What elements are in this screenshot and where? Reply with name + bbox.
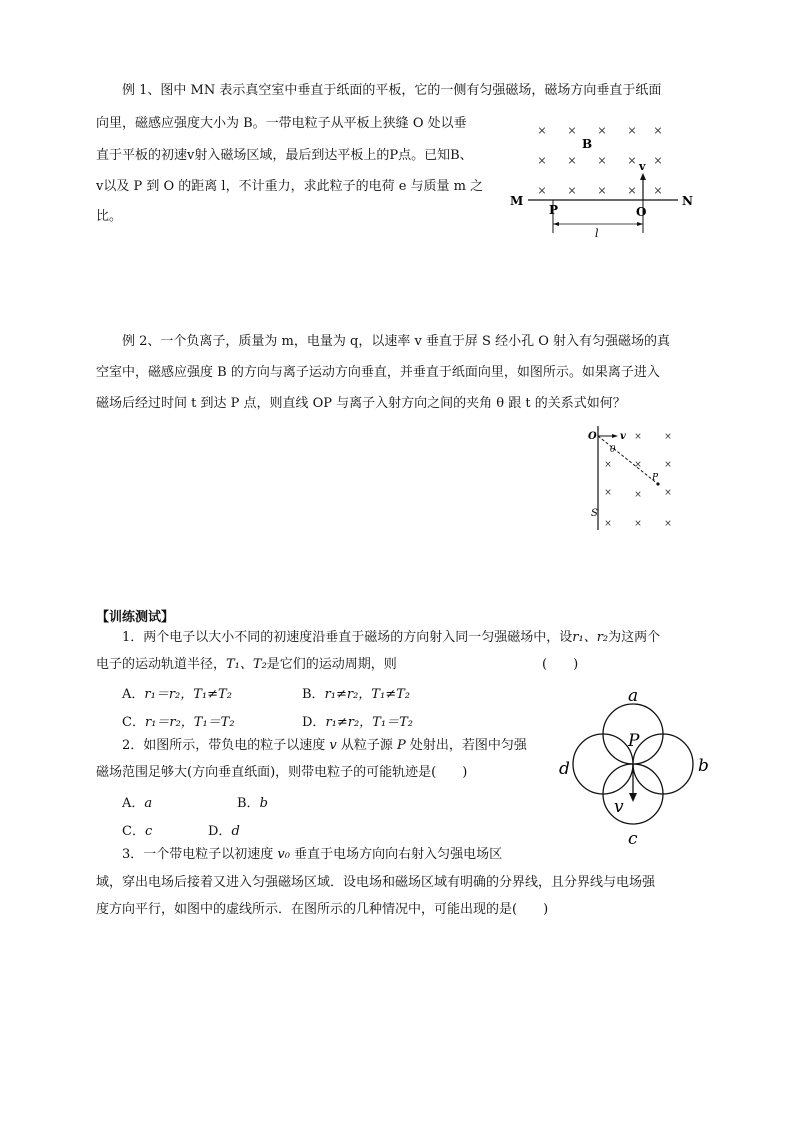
svg-text:×: × xyxy=(634,432,642,442)
label-S: S xyxy=(591,508,598,519)
svg-text:×: × xyxy=(634,519,642,529)
q3-line-2: 域，穿出电场后接着又进入匀强磁场区域．设电场和磁场区域有明确的分界线，且分界线与电场强 xyxy=(96,875,656,890)
q1-option-c[interactable]: C．r₁＝r₂，T₁＝T₂ xyxy=(122,715,235,730)
q2-line-2: 磁场范围足够大(方向垂直纸面)，则带电粒子的可能轨迹是( ) xyxy=(96,765,468,780)
label-P: P xyxy=(549,203,559,217)
q1-text-2-end: 是它们的运动周期，则 xyxy=(266,657,397,672)
svg-text:×: × xyxy=(627,154,637,167)
q1-period-vars: T₁、T₂ xyxy=(226,657,267,672)
q2-option-b[interactable]: B．b xyxy=(237,796,268,811)
example2-line-3: 磁场后经过时间 t 到达 P 点，则直线 OP 与离子入射方向之间的夹角 θ 跟 t 的关系式如何？ xyxy=(96,396,626,411)
q1-option-a[interactable]: A．r₁＝r₂，T₁≠T₂ xyxy=(122,687,232,702)
q1-option-d[interactable]: D．r₁≠r₂，T₁＝T₂ xyxy=(302,715,413,730)
q1-line-1 xyxy=(122,624,660,652)
svg-text:×: × xyxy=(537,184,547,197)
q1-radius-vars: r₁、r₂ xyxy=(572,630,609,645)
svg-text:×: × xyxy=(597,124,607,137)
field-label-B: B xyxy=(582,137,593,151)
q1-text-end: 为这两个 xyxy=(608,630,661,645)
label-a: a xyxy=(628,686,639,706)
svg-text:×: × xyxy=(537,154,547,167)
svg-text:×: × xyxy=(664,460,672,470)
label-v: v xyxy=(614,797,624,817)
label-theta: θ xyxy=(610,445,616,455)
label-N: N xyxy=(682,194,693,208)
svg-text:×: × xyxy=(627,124,637,137)
training-heading: 【训练测试】 xyxy=(96,610,175,625)
svg-text:×: × xyxy=(653,124,663,137)
svg-text:×: × xyxy=(597,154,607,167)
example1-line-3: 直于平板的初速v射入磁场区域，最后到达平板上的P点。已知B、 xyxy=(96,148,473,163)
q2-option-a[interactable]: A．a xyxy=(122,796,153,811)
label-d: d xyxy=(559,759,570,779)
velocity-arrowhead xyxy=(629,793,637,802)
q2-option-d[interactable]: D．d xyxy=(208,824,240,839)
label-M: M xyxy=(510,194,524,208)
svg-text:×: × xyxy=(653,154,663,167)
distance-arrow-left xyxy=(553,222,559,226)
example1-line-5: 比。 xyxy=(96,209,123,224)
svg-text:×: × xyxy=(604,519,612,529)
q1-line-2 xyxy=(96,651,397,679)
svg-text:×: × xyxy=(634,460,642,470)
svg-text:×: × xyxy=(537,124,547,137)
svg-text:×: × xyxy=(567,154,577,167)
label-v: v xyxy=(639,160,646,173)
svg-text:×: × xyxy=(634,490,642,500)
q1-text-2: 电子的运动轨道半径， xyxy=(96,657,227,672)
svg-text:×: × xyxy=(597,184,607,197)
distance-arrow-right xyxy=(637,222,643,226)
q3-line-3: 度方向平行，如图中的虚线所示．在图所示的几种情况中，可能出现的是( ) xyxy=(96,902,549,917)
q2-line-1: 2．如图所示，带负电的粒子以速度 v 从粒子源 P 处射出，若图中匀强 xyxy=(122,738,527,753)
svg-text:×: × xyxy=(653,184,663,197)
q2-option-c[interactable]: C．c xyxy=(122,824,153,839)
velocity-arrowhead xyxy=(640,173,646,180)
example2-figure xyxy=(582,422,692,534)
trajectory-d xyxy=(573,734,633,794)
svg-text:×: × xyxy=(567,184,577,197)
label-b: b xyxy=(698,756,709,776)
example1-line-4: v以及 P 到 O 的距离 l，不计重力，求此粒子的电荷 e 与质量 m 之 xyxy=(96,179,484,194)
q1-option-b[interactable]: B．r₁≠r₂，T₁≠T₂ xyxy=(302,687,410,702)
svg-text:×: × xyxy=(604,460,612,470)
example1-line-2: 向里，磁感应强度大小为 B。一带电粒子从平板上狭缝 O 处以垂 xyxy=(96,116,467,131)
q3-line-1: 3．一个带电粒子以初速度 v₀ 垂直于电场方向向右射入匀强电场区 xyxy=(122,847,503,862)
svg-text:×: × xyxy=(604,488,612,498)
example1-figure xyxy=(500,115,710,245)
example1-line-1: 例 1、图中 MN 表示真空室中垂直于纸面的平板，它的一侧有匀强磁场，磁场方向垂直于纸面 xyxy=(122,83,662,98)
label-c: c xyxy=(628,829,638,849)
label-O: O xyxy=(588,431,597,442)
velocity-arrowhead xyxy=(612,434,618,438)
label-l: l xyxy=(595,227,599,240)
example2-line-2: 空室中，磁感应强度 B 的方向与离子运动方向垂直，并垂直于纸面向里，如图所示。如果离子进入 xyxy=(96,365,660,380)
svg-text:×: × xyxy=(627,184,637,197)
q1-text: 1．两个电子以大小不同的初速度沿垂直于磁场的方向射入同一匀强磁场中，设 xyxy=(122,630,573,645)
trajectory-b xyxy=(633,734,693,794)
example2-line-1: 例 2、一个负离子，质量为 m，电量为 q，以速率 v 垂直于屏 S 经小孔 O 射入有匀强磁场的真 xyxy=(122,334,671,349)
q2-figure xyxy=(556,684,718,852)
label-P: P xyxy=(652,473,659,483)
svg-text:×: × xyxy=(567,124,577,137)
label-O: O xyxy=(636,205,647,219)
svg-text:×: × xyxy=(664,432,672,442)
q1-answer-bracket: ( ) xyxy=(542,657,579,672)
label-v: v xyxy=(620,431,626,442)
svg-text:×: × xyxy=(664,488,672,498)
svg-text:×: × xyxy=(664,519,672,529)
label-P: P xyxy=(628,731,640,751)
